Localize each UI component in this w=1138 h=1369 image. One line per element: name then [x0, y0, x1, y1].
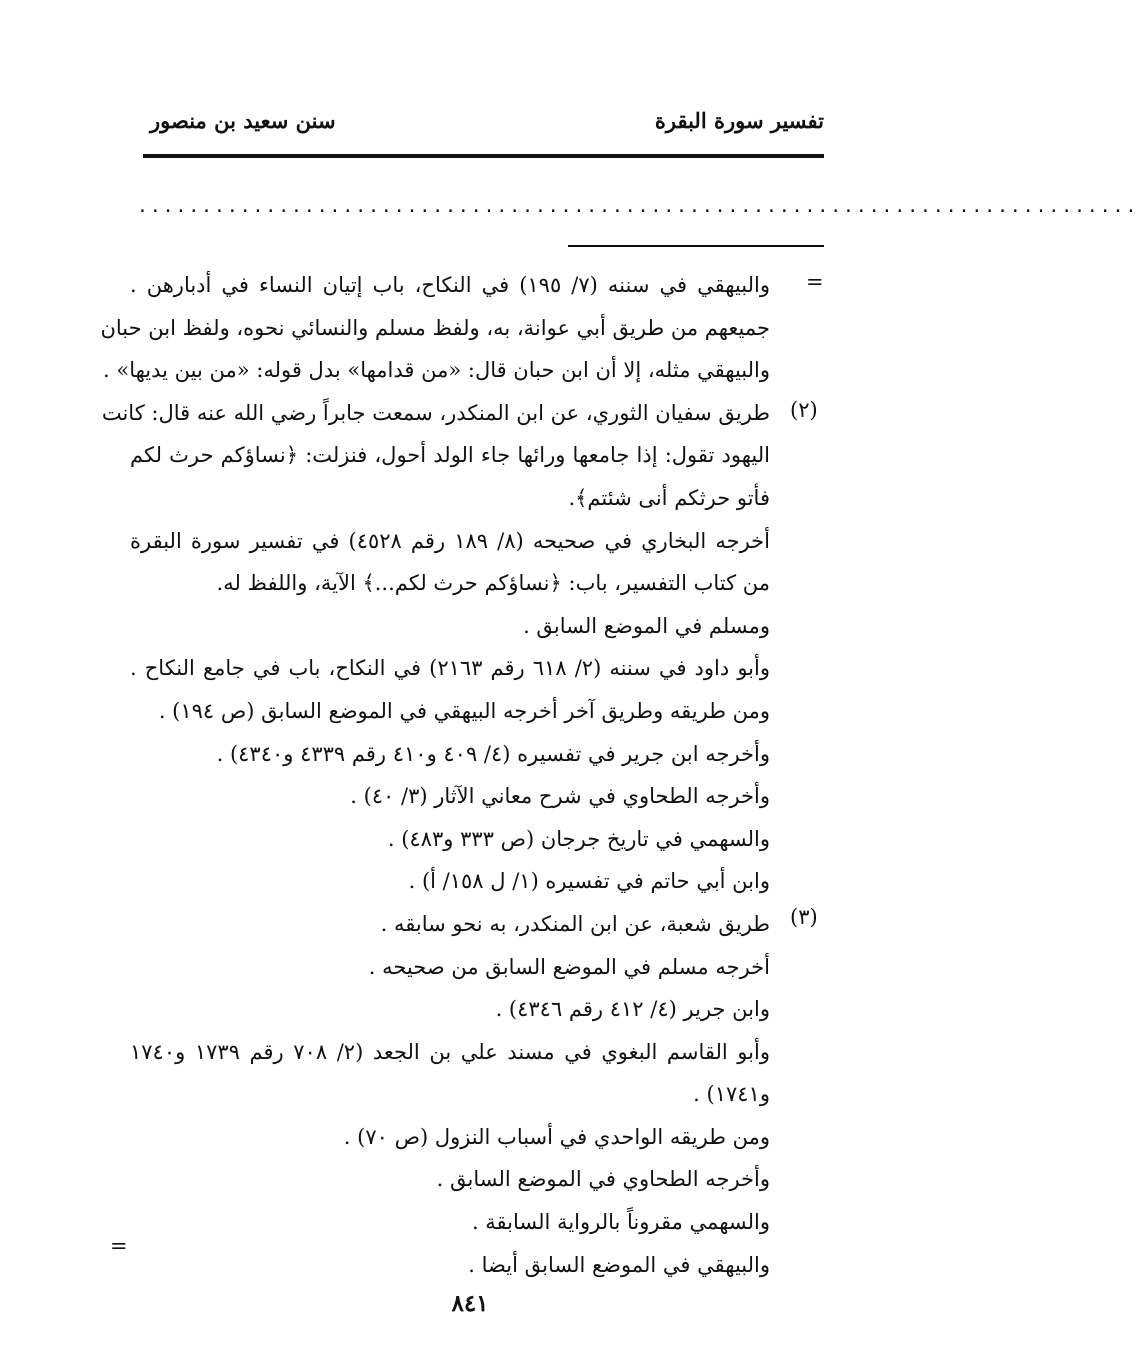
text-line: وأبو داود في سننه (٢/ ٦١٨ رقم ٢١٦٣) في النكاح، باب في جامع النكاح . — [130, 656, 770, 681]
footnotes-body — [100, 264, 770, 1286]
text-line: وابن أبي حاتم في تفسيره (١/ ل ١٥٨/ أ) . — [408, 869, 770, 894]
text-line: وابن جرير (٤/ ٤١٢ رقم ٤٣٤٦) . — [495, 997, 770, 1022]
continuation-marker-bottom: = — [110, 1234, 128, 1258]
text-line: جميعهم من طريق أبي عوانة، به، ولفظ مسلم والنسائي نحوه، ولفظ ابن حبان — [100, 315, 770, 340]
text-line: وأبو القاسم البغوي في مسند علي بن الجعد (٢/ ٧٠٨ رقم ١٧٣٩ و١٧٤٠ — [130, 1039, 770, 1064]
footnote-number-2: (٢) — [790, 398, 818, 422]
dotted-separator: .............................................................................. — [137, 196, 1138, 217]
text-line: وأخرجه ابن جرير في تفسيره (٤/ ٤٠٩ و٤١٠ رقم ٤٣٣٩ و٤٣٤٠) . — [216, 741, 770, 766]
text-line: و١٧٤١) . — [693, 1082, 770, 1107]
text-line: أخرجه مسلم في الموضع السابق من صحيحه . — [368, 954, 770, 979]
text-line: طريق سفيان الثوري، عن ابن المنكدر، سمعت جابراً رضي الله عنه قال: كانت — [101, 400, 770, 425]
continuation-marker-top: = — [806, 270, 824, 294]
text-line: وأخرجه الطحاوي في الموضع السابق . — [436, 1167, 770, 1192]
header-rule — [143, 154, 824, 158]
chapter-title: تفسير سورة البقرة — [654, 108, 824, 133]
text-line: أخرجه البخاري في صحيحه (٨/ ١٨٩ رقم ٤٥٢٨) في تفسير سورة البقرة — [130, 528, 770, 553]
text-line: من كتاب التفسير، باب: ﴿نساؤكم حرث لكم...﴾ الآية، واللفظ له. — [216, 571, 770, 596]
text-line: وأخرجه الطحاوي في شرح معاني الآثار (٣/ ٤٠) . — [350, 784, 770, 809]
text-line: طريق شعبة، عن ابن المنكدر، به نحو سابقه . — [380, 911, 770, 936]
text-line: ومسلم في الموضع السابق . — [523, 613, 770, 638]
text-line: ومن طريقه الواحدي في أسباب النزول (ص ٧٠) . — [343, 1124, 770, 1149]
text-line: اليهود تقول: إذا جامعها ورائها جاء الولد أحول، فنزلت: ﴿نساؤكم حرث لكم — [130, 443, 770, 468]
text-line: ومن طريقه وطريق آخر أخرجه البيهقي في الموضع السابق (ص ١٩٤) . — [158, 698, 770, 723]
text-line: والسهمي مقروناً بالرواية السابقة . — [471, 1210, 770, 1235]
page-header — [140, 108, 824, 148]
text-line: والبيهقي في الموضع السابق أيضا . — [468, 1252, 770, 1277]
footnote-number-3: (٣) — [790, 905, 818, 929]
book-title: سنن سعيد بن منصور — [150, 108, 336, 133]
text-line: فأتو حرثكم أنى شئتم﴾. — [568, 485, 770, 510]
footnote-rule — [568, 245, 824, 247]
text-line: والبيهقي في سننه (٧/ ١٩٥) في النكاح، باب إتيان النساء في أدبارهن . — [130, 273, 770, 297]
text-line: والبيهقي مثله، إلا أن ابن حبان قال: «من قدامها» بدل قوله: «من بين يديها» . — [103, 358, 770, 383]
text-line: والسهمي في تاريخ جرجان (ص ٣٣٣ و٤٨٣) . — [387, 826, 770, 851]
page-number: ٨٤١ — [451, 1290, 489, 1317]
